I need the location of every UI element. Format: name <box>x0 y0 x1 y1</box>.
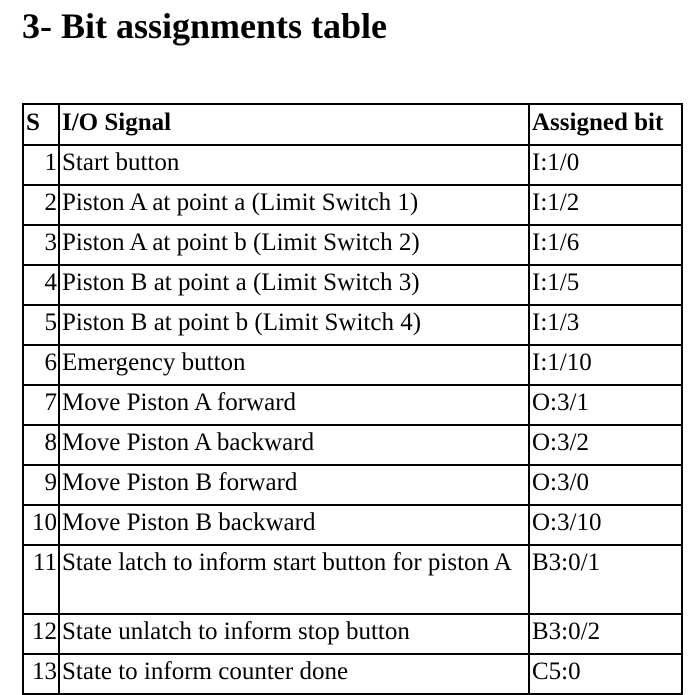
table-row <box>23 465 682 505</box>
assigned-bit: O:3/2 <box>529 425 682 465</box>
bit-assignments-table <box>22 103 683 695</box>
assigned-bit: B3:0/2 <box>529 614 682 654</box>
assigned-bit: I:1/10 <box>529 345 682 385</box>
page-title: 3- Bit assignments table <box>22 6 388 46</box>
assigned-bit: C5:0 <box>529 654 682 694</box>
row-number: 4 <box>23 265 59 305</box>
io-signal: State unlatch to inform stop button <box>59 614 529 654</box>
io-signal: State latch to inform start button for piston A <box>59 545 529 614</box>
row-number: 6 <box>23 345 59 385</box>
table-header-row <box>23 104 682 145</box>
io-signal: Start button <box>59 145 529 185</box>
table-row <box>23 385 682 425</box>
assigned-bit: B3:0/1 <box>529 545 682 614</box>
assigned-bit: I:1/3 <box>529 305 682 345</box>
table-row <box>23 425 682 465</box>
header-io-signal: I/O Signal <box>59 104 529 145</box>
table-row <box>23 614 682 654</box>
table-row <box>23 145 682 185</box>
row-number: 2 <box>23 185 59 225</box>
io-signal: Move Piston B backward <box>59 505 529 545</box>
row-number: 11 <box>23 545 59 614</box>
table-row <box>23 265 682 305</box>
row-number: 9 <box>23 465 59 505</box>
io-signal: Move Piston A backward <box>59 425 529 465</box>
table-row <box>23 654 682 694</box>
io-signal: State to inform counter done <box>59 654 529 694</box>
row-number: 7 <box>23 385 59 425</box>
row-number: 12 <box>23 614 59 654</box>
table-row <box>23 345 682 385</box>
table-row <box>23 185 682 225</box>
io-signal: Piston B at point b (Limit Switch 4) <box>59 305 529 345</box>
assigned-bit: I:1/0 <box>529 145 682 185</box>
io-signal: Piston A at point b (Limit Switch 2) <box>59 225 529 265</box>
assigned-bit: O:3/1 <box>529 385 682 425</box>
table-row <box>23 225 682 265</box>
header-assigned-bit: Assigned bit <box>529 104 682 145</box>
row-number: 3 <box>23 225 59 265</box>
assigned-bit: I:1/5 <box>529 265 682 305</box>
row-number: 1 <box>23 145 59 185</box>
row-number: 13 <box>23 654 59 694</box>
header-s: S <box>23 104 59 145</box>
row-number: 8 <box>23 425 59 465</box>
table-row <box>23 545 682 614</box>
io-signal: Piston B at point a (Limit Switch 3) <box>59 265 529 305</box>
row-number: 10 <box>23 505 59 545</box>
io-signal: Piston A at point a (Limit Switch 1) <box>59 185 529 225</box>
assigned-bit: O:3/0 <box>529 465 682 505</box>
assigned-bit: I:1/6 <box>529 225 682 265</box>
assigned-bit: I:1/2 <box>529 185 682 225</box>
io-signal: Move Piston B forward <box>59 465 529 505</box>
table-row <box>23 305 682 345</box>
io-signal: Emergency button <box>59 345 529 385</box>
assigned-bit: O:3/10 <box>529 505 682 545</box>
row-number: 5 <box>23 305 59 345</box>
io-signal: Move Piston A forward <box>59 385 529 425</box>
table-row <box>23 505 682 545</box>
